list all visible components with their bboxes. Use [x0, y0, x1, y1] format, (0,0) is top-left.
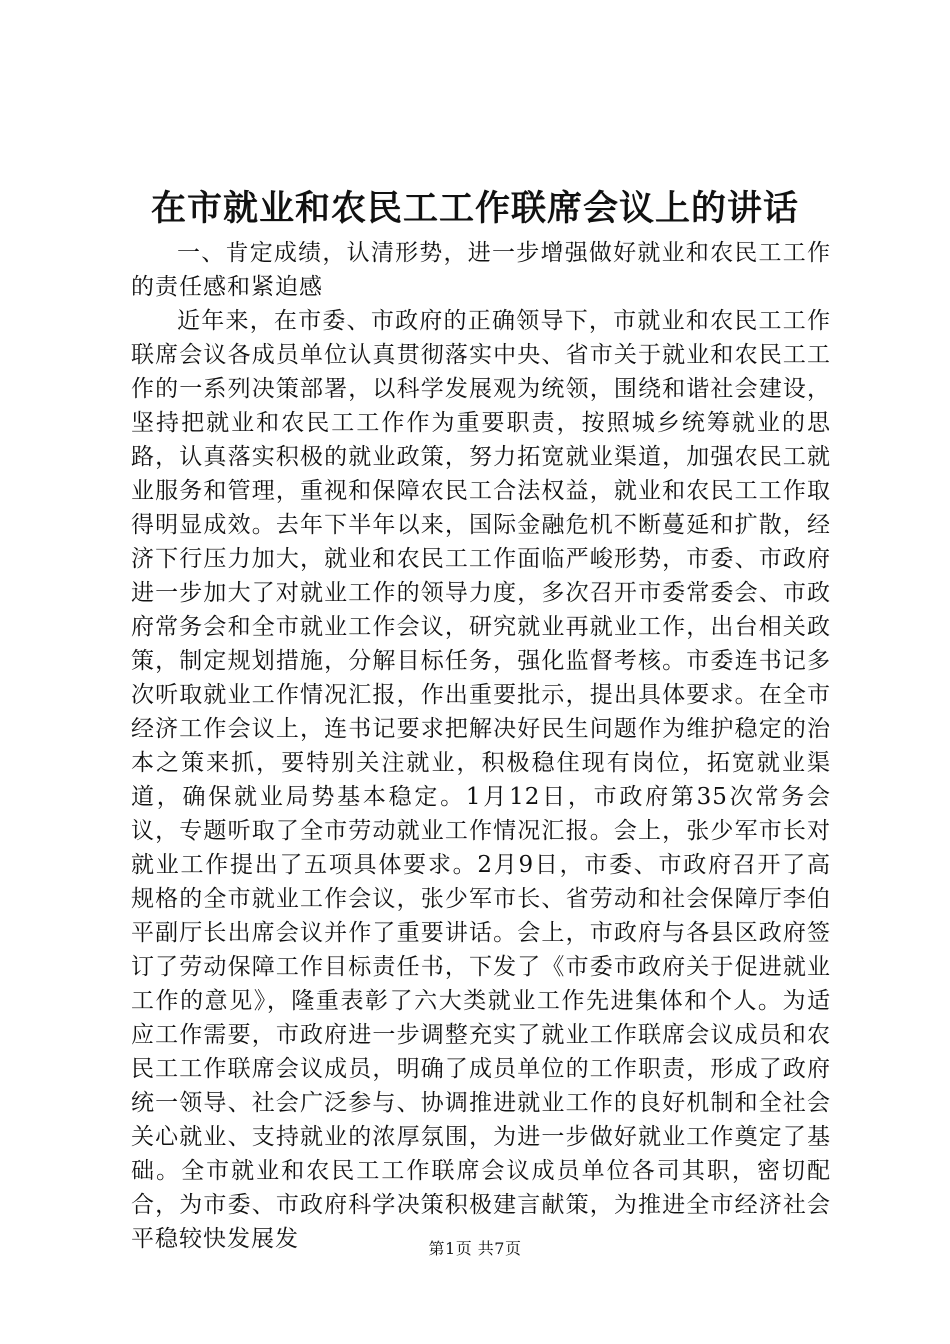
section-heading: 一、肯定成绩，认清形势，进一步增强做好就业和农民工工作的责任感和紧迫感 — [131, 240, 831, 300]
document-title: 在市就业和农民工工作联席会议上的讲话 — [150, 188, 799, 229]
document-body — [131, 236, 831, 1256]
body-paragraph: 近年来，在市委、市政府的正确领导下，市就业和农民工工作联席会议各成员单位认真贯彻落实中央、省市关于就业和农民工工作的一系列决策部署，以科学发展观为统领，围绕和谐社会建设，坚持把就业和农民工工作作为重要职责，按照城乡统筹就业的思路，认真落实积极的就业政策，努力拓宽就业渠道，加强农民工就业服务和管理，重视和保障农民工合法权益，就业和农民工工作取得明显成效。去年下半年以来，国际金融危机不断蔓延和扩散，经济下行压力加大，就业和农民工工作面临严峻形势，市委、市政府进一步加大了对就业工作的领导力度，多次召开市委常委会、市政府常务会和全市就业工作会议，研究就业再就业工作，出台相关政策，制定规划措施，分解目标任务，强化监督考核。市委连书记多次听取就业工作情况汇报，作出重要批示，提出具体要求。在全市经济工作会议上，连书记要求把解决好民生问题作为维护稳定的治本之策来抓，要特别关注就业，积极稳住现有岗位，拓宽就业渠道，确保就业局势基本稳定。1月12日，市政府第35次常务会议，专题听取了全市劳动就业工作情况汇报。会上，张少军市长对就业工作提出了五项具体要求。2月9日，市委、市政府召开了高规格的全市就业工作会议，张少军市长、省劳动和社会保障厅李伯平副厅长出席会议并作了重要讲话。会上，市政府与各县区政府签订了劳动保障工作目标责任书，下发了《市委市政府关于促进就业工作的意见》，隆重表彰了六大类就业工作先进集体和个人。为适应工作需要，市政府进一步调整充实了就业工作联席会议成员和农民工工作联席会议成员，明确了成员单位的工作职责，形成了政府统一领导、社会广泛参与、协调推进就业工作的良好机制和全社会关心就业、支持就业的浓厚氛围，为进一步做好就业工作奠定了基础。全市就业和农民工工作联席会议成员单位各司其职，密切配合，为市委、市政府科学决策积极建言献策，为推进全市经济社会平稳较快发展发 — [131, 308, 831, 1252]
page-footer: 第1页 共7页 — [428, 1239, 522, 1258]
